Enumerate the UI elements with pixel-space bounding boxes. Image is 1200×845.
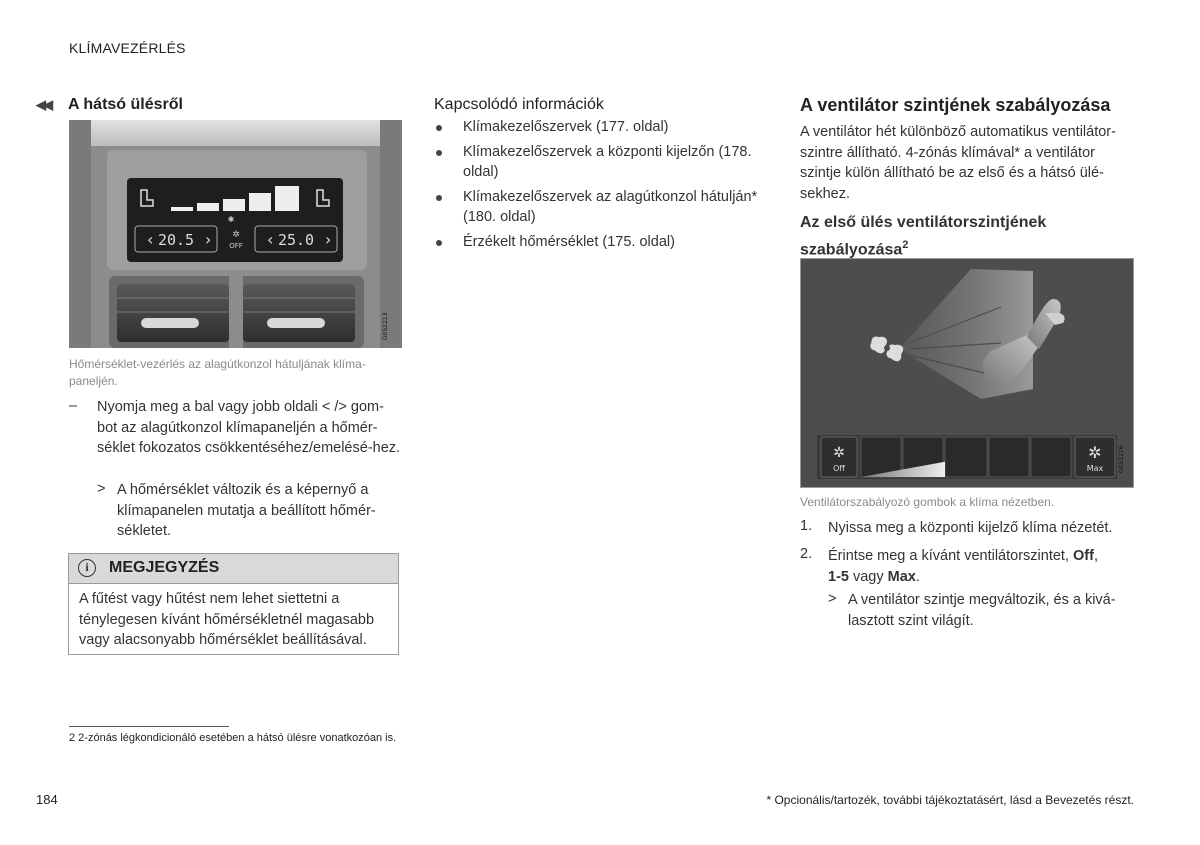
fan-section-title: A ventilátor szintjének szabályozása: [800, 95, 1111, 115]
svg-text:›: ›: [325, 230, 332, 249]
list-item[interactable]: [434, 117, 774, 138]
fan-off-readout: OFF: [229, 242, 243, 250]
continuation-arrows-icon: ◀◀: [36, 97, 50, 112]
right-temp-readout: 25.0: [277, 231, 315, 249]
image-code-label: G052213: [382, 312, 389, 340]
svg-text:✲: ✲: [833, 445, 845, 461]
result-marker: >: [97, 481, 106, 497]
step-dash: –: [69, 398, 78, 414]
note-box: [68, 553, 399, 655]
climate-view-screenshot: [800, 258, 1134, 488]
page-number: 184: [36, 792, 58, 807]
image-caption: Hőmérséklet-vezérlés az alagútkonzol hátuljának klíma-paneljén.: [69, 357, 366, 388]
running-header: KLÍMAVEZÉRLÉS: [69, 40, 186, 56]
bullet-icon: [436, 195, 442, 201]
rear-console-illustration: [69, 120, 402, 348]
option-off: Off: [1073, 548, 1094, 564]
bullet-icon: [436, 240, 442, 246]
related-link[interactable]: Érzékelt hőmérséklet (175. oldal): [463, 233, 675, 250]
step-result: A hőmérséklet változik és a képernyő a klímapanelen mutatja a beállított hőmér-sékletet.: [117, 482, 376, 539]
image-code-label: G052216: [1118, 445, 1125, 473]
list-item[interactable]: [434, 187, 774, 228]
step-result: A ventilátor szintje megváltozik, és a kivá-lasztott szint világít.: [848, 592, 1116, 629]
related-info-list: [434, 117, 774, 256]
footnote-rule: [69, 726, 229, 727]
svg-text:✲: ✲: [1088, 443, 1102, 462]
step-text: Nyissa meg a központi kijelző klíma nézetét.: [828, 520, 1113, 536]
subtitle-text: Az első ülés ventilátorszintjének szabályozása: [800, 214, 1047, 259]
note-body: A fűtést vagy hűtést nem lehet siettetni a ténylegesen kívánt hőmérsékletnél magasabb vagy alacsonyabb hőmérséklet beállításával.: [79, 591, 375, 648]
fan-max-button-label: Max: [1086, 464, 1104, 473]
bullet-icon: [436, 150, 442, 156]
related-link[interactable]: Klímakezelőszervek a központi kijelzőn (178. oldal): [463, 143, 752, 180]
footnote: 2 2-zónás légkondicionáló esetében a hátsó ülésre vonatkozóan is.: [69, 732, 397, 744]
option-max: Max: [887, 568, 916, 585]
svg-text:✲: ✲: [232, 230, 240, 240]
step-number: 1.: [800, 518, 813, 534]
bullet-icon: [436, 125, 442, 131]
svg-text:‹: ‹: [267, 230, 274, 249]
fan-off-button-label: Off: [833, 464, 845, 473]
step-instruction: Nyomja meg a bal vagy jobb oldali < /> gom-bot az alagútkonzol klímapaneljén a hőmér-séklet fokozatos csökkentéséhez/emelésé-hez.: [97, 399, 401, 456]
list-item[interactable]: [434, 142, 774, 183]
front-seat-fan-subtitle: [800, 212, 1120, 261]
option-1-5: 1-5: [828, 568, 849, 585]
subtitle-footnote-ref: 2: [902, 239, 909, 251]
optional-accessory-note: * Opcionális/tartozék, további tájékoztatásért, lásd a Bevezetés részt.: [766, 793, 1134, 807]
result-marker: >: [828, 591, 837, 607]
note-header: [69, 554, 398, 584]
rear-console-climate-photo: [69, 120, 402, 348]
info-icon: i: [78, 559, 96, 577]
section-title-rear-seat: [36, 96, 183, 114]
left-temp-readout: 20.5: [157, 231, 195, 249]
related-link[interactable]: Klímakezelőszervek az alagútkonzol hátulján* (180. oldal): [463, 188, 758, 225]
step-number: 2.: [800, 546, 813, 562]
note-title: MEGJEGYZÉS: [109, 559, 220, 576]
related-info-title: Kapcsolódó információk: [434, 96, 604, 113]
section-title-text: A hátsó ülésről: [68, 96, 183, 113]
svg-text:›: ›: [205, 230, 212, 249]
svg-text:✱: ✱: [227, 215, 235, 224]
related-link[interactable]: Klímakezelőszervek (177. oldal): [463, 119, 669, 135]
svg-text:‹: ‹: [147, 230, 154, 249]
image-caption: Ventilátorszabályozó gombok a klíma nézetben.: [800, 495, 1055, 509]
fan-intro-text: A ventilátor hét különböző automatikus ventilátor-szintre állítható. 4-zónás klímával* a ventilátor szintje külön állítható be az első és a hátsó ülé-sekhez.: [800, 124, 1116, 202]
step-text: Érintse meg a kívánt ventilátorszintet, Off, 1-5 vagy Max.: [828, 548, 1098, 585]
list-item[interactable]: [434, 232, 774, 253]
fan-control-illustration: [801, 259, 1133, 487]
